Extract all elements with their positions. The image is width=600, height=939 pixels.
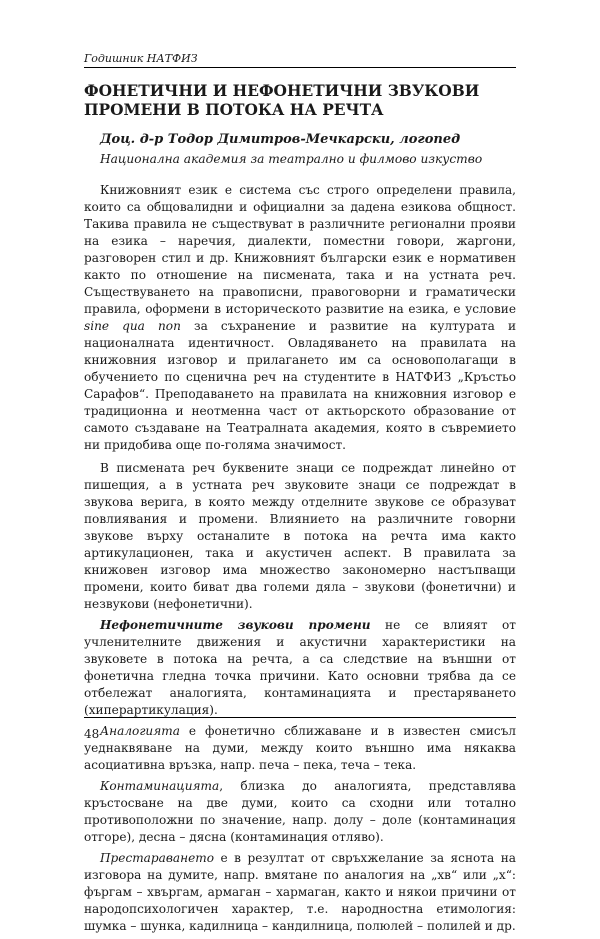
- paragraph-5: [84, 778, 516, 846]
- paragraph-4: [84, 723, 516, 774]
- paragraph-1: [84, 182, 516, 454]
- latin-phrase: sine qua non: [84, 319, 181, 333]
- page-number: 48: [84, 727, 100, 741]
- term-contamination: Контаминацията: [100, 779, 220, 793]
- header-divider: [84, 67, 516, 68]
- paragraph-5-text: , близка до аналогията, представлява кръстосване на две думи, които са сходни или тотално противоположни по значение, напр. долу – доле (контаминация отгоре), десна – дясна (контаминация отляво).: [84, 779, 516, 844]
- article-body: [84, 182, 516, 939]
- paragraph-6-text: е в резултат от свръхжелание за яснота на изговора на думите, напр. вмятане по аналогия на „хв“ или „х“: фъргам – хвъргам, армаган – хармаган, както и някои причини от народопсихологичен характер, т.е. народностна етимология: шумка – шунка, кадилница – кандилница, полюлей – полилей и др.: [84, 851, 516, 933]
- paragraph-2: В писмената реч буквените знаци се подреждат линейно от пишещия, а в устната реч звуковите знаци се подреждат в звукова верига, в която между отделните звукове се образуват повлиявания и промени. Влиянието на различните говорни звукове върху останалите в потока на речта има както артикулационен, така и акустичен аспект. В правилата за книжовен изговор има множество закономерно настъпващи промени, които биват два големи дяла – звукови (фонетични) и незвукови (нефонетични).: [84, 461, 516, 611]
- paragraph-3: [84, 617, 516, 719]
- footer-divider: [84, 717, 516, 718]
- running-head: Годишник НАТФИЗ: [84, 52, 198, 65]
- paragraph-3-text: не се влияят от учленителните движения и акустични характеристики на звуковете в потока на речта, а са следствие на външни от фонетична гледна точка причини. Като основни трябва да се отбележат аналогията, контаминацията и престаряването (хиперартикулация).: [84, 618, 517, 717]
- paragraph-6: [84, 850, 516, 935]
- term-hyperarticulation: Престараването: [100, 851, 214, 865]
- author-line: Доц. д-р Тодор Димитров-Мечкарски, логопед: [100, 132, 461, 147]
- affiliation-line: Национална академия за театрално и филмово изкуство: [100, 152, 483, 166]
- term-nonphonetic: Нефонетичните звукови промени: [100, 618, 371, 632]
- article-title: ФОНЕТИЧНИ И НЕФОНЕТИЧНИ ЗВУКОВИ ПРОМЕНИ В ПОТОКА НА РЕЧТА: [84, 82, 480, 119]
- paragraph-1-part-c: за съхранение и развитие на културата и националната идентичност. Овладяването на правилата на книжовния изговор и прилагането им са основополагащи в обучението по сценична реч на студентите в НАТФИЗ „Кръстьо Сарафов“. Преподаването на правилата на книжовния изговор е традиционна и неотменна част от актьорското образование от самото създаване на Театралната академия, която в съвремието ни придобива още по-голяма значимост.: [84, 319, 517, 452]
- paragraph-1-part-a: Книжовният език е система със строго определени правила, които са общовалидни и официални за дадена езикова общност. Такива правила не съществуват в различните регионални прояви на езика – наречия, диалекти, поместни говори, жаргони, разговорен стил и др. Книжовният български език е нормативен както по отношение на писмената, така и на устната реч. Съществуването на правописни, правоговорни и граматически правила, оформени в историческото развитие на езика, е условие: [84, 183, 516, 316]
- term-analogy: Аналогията: [100, 724, 180, 738]
- paragraph-4-text: е фонетично сближаване и в известен смисъл уеднаквяване на думи, между които външно има някаква асоциативна връзка, напр. печа – пека, теча – тека.: [84, 724, 516, 772]
